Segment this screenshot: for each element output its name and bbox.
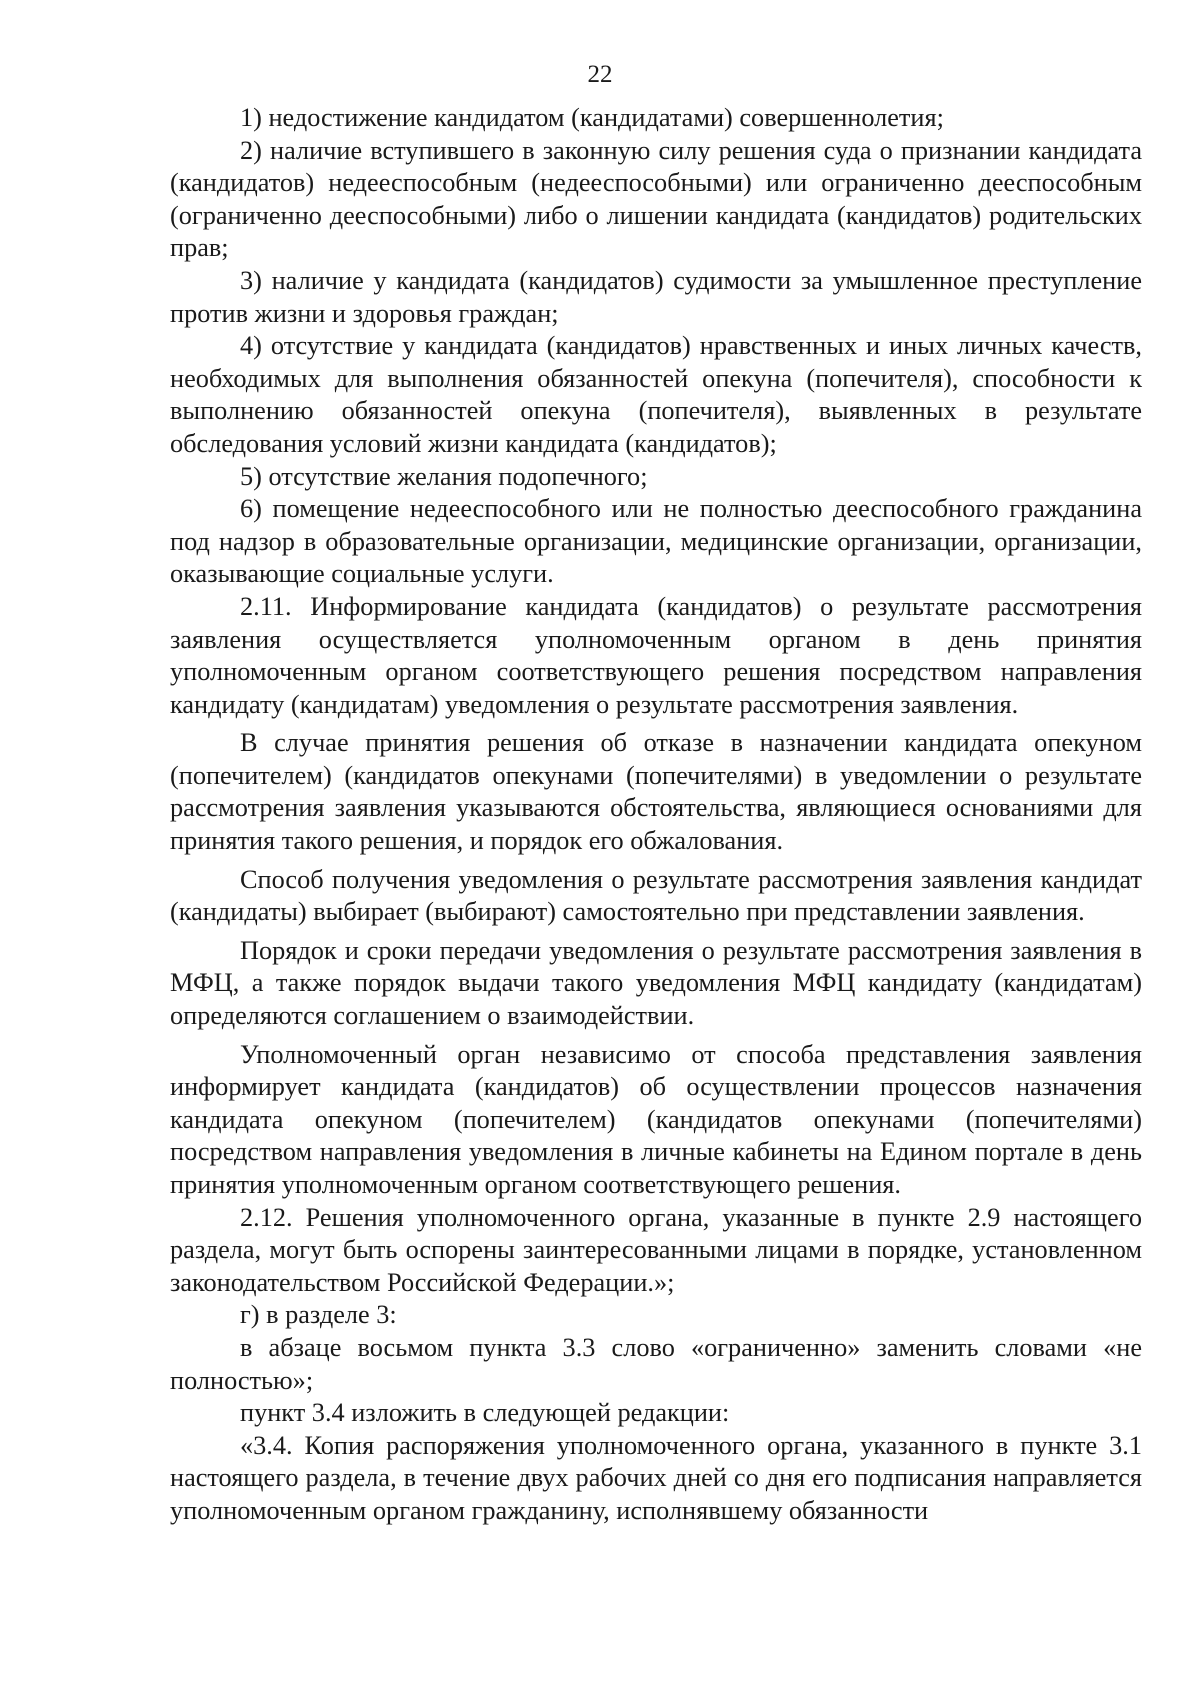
paragraph-item-4: 4) отсутствие у кандидата (кандидатов) нравственных и иных личных качеств, необходимых для выполнения обязанностей опекуна (попечителя), способности к выполнению обязанностей опекуна (попечителя), выявленных в результате обследования условий жизни кандидата (кандидатов); xyxy=(170,331,1142,458)
page-number: 22 xyxy=(587,61,613,88)
paragraph-item-2: 2) наличие вступившего в законную силу решения суда о признании кандидата (кандидатов) недееспособным (недееспособными) или ограниченно дееспособным (ограниченно дееспособными) либо о лишении кандидата (кандидатов) родительских прав; xyxy=(170,135,1142,263)
paragraph-item-1: 1) недостижение кандидатом (кандидатами) совершеннолетия; xyxy=(240,103,944,132)
paragraph-refusal-notice: В случае принятия решения об отказе в назначении кандидата опекуном (попечителем) (кандидатов опекунами (попечителями) в уведомлении о результате рассмотрения заявления указываются обстоятельства, являющиеся основаниями для принятия такого решения, и порядок его обжалования. xyxy=(170,728,1142,856)
paragraph-item-3: 3) наличие у кандидата (кандидатов) судимости за умышленное преступление против жизни и здоровья граждан; xyxy=(170,265,1142,328)
paragraph-2-12: 2.12. Решения уполномоченного органа, указанные в пункте 2.9 настоящего раздела, могут быть оспорены заинтересованными лицами в порядке, установленном законодательством Российской Федерации.»; xyxy=(170,1202,1142,1297)
document-body xyxy=(170,102,1142,1528)
paragraph-3-4: «3.4. Копия распоряжения уполномоченного органа, указанного в пункте 3.1 настоящего раздела, в течение двух рабочих дней со дня его подписания направляется уполномоченным органом гражданину, исполнявшему обязанности xyxy=(170,1430,1142,1525)
paragraph-notice-method: Способ получения уведомления о результате рассмотрения заявления кандидат (кандидаты) выбирает (выбирают) самостоятельно при представлении заявления. xyxy=(170,864,1142,927)
paragraph-mfc-procedure: Порядок и сроки передачи уведомления о результате рассмотрения заявления в МФЦ, а также порядок выдачи такого уведомления МФЦ кандидату (кандидатам) определяются соглашением о взаимодействии. xyxy=(170,935,1142,1031)
paragraph-item-5: 5) отсутствие желания подопечного; xyxy=(240,461,648,491)
paragraph-2-11: 2.11. Информирование кандидата (кандидатов) о результате рассмотрения заявления осуществляется уполномоченным органом в день принятия уполномоченным органом соответствующего решения посредством направления кандидату (кандидатам) уведомления о результате рассмотрения заявления. xyxy=(170,591,1142,719)
paragraph-item-6: 6) помещение недееспособного или не полностью дееспособного гражданина под надзор в образовательные организации, медицинские организации, организации, оказывающие социальные услуги. xyxy=(170,494,1142,589)
paragraph-amend-3-3: в абзаце восьмом пункта 3.3 слово «ограниченно» заменить словами «не полностью»; xyxy=(170,1332,1142,1395)
paragraph-amend-3-4: пункт 3.4 изложить в следующей редакции: xyxy=(240,1398,730,1428)
paragraph-section-3: г) в разделе 3: xyxy=(240,1300,397,1330)
paragraph-portal-notice: Уполномоченный орган независимо от способа представления заявления информирует кандидата (кандидатов) об осуществлении процессов назначения кандидата опекуном (попечителем) (кандидатов опекунами (попечителями) посредством направления уведомления в личные кабинеты на Едином портале в день принятия уполномоченным органом соответствующего решения. xyxy=(170,1039,1142,1199)
